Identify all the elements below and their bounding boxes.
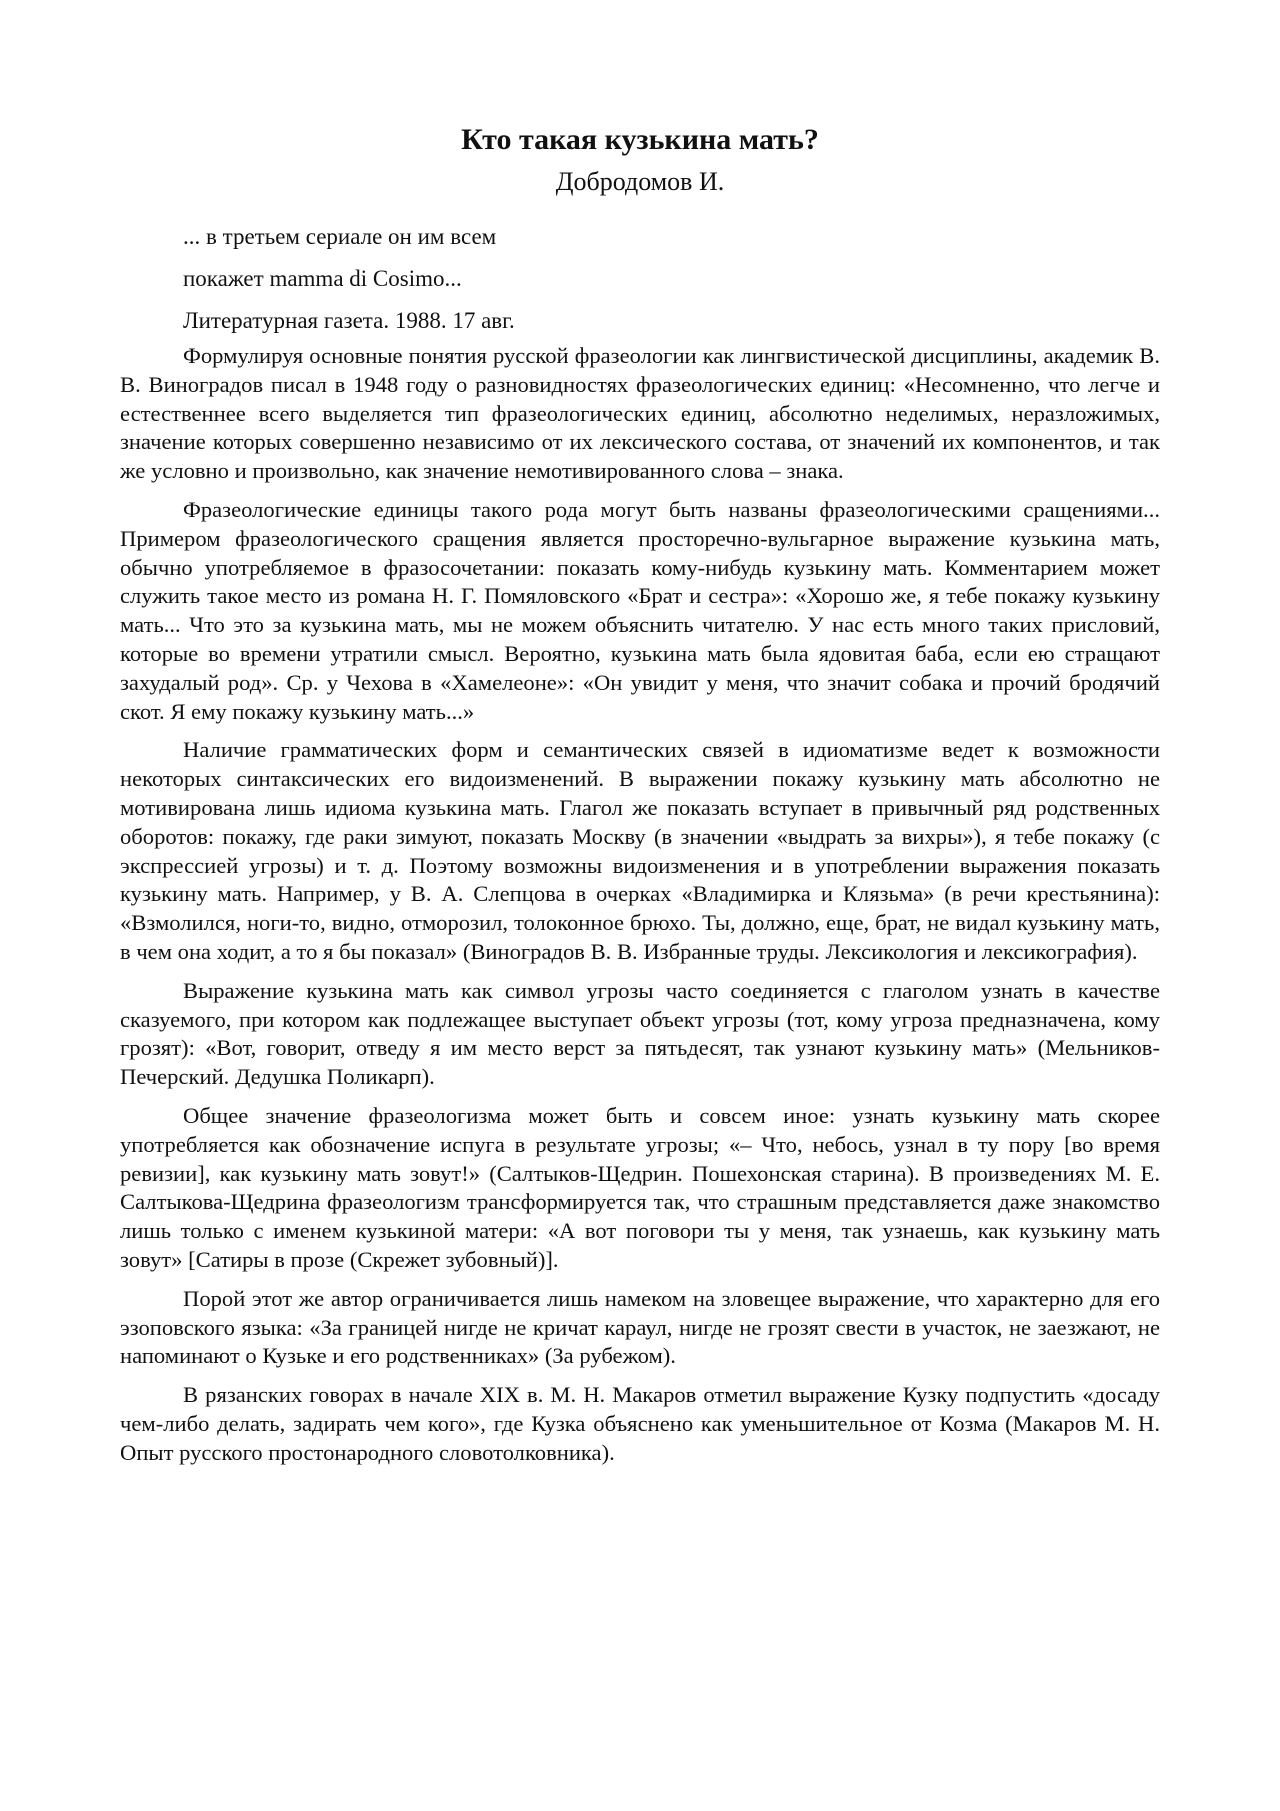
paragraph: Общее значение фразеологизма может быть и совсем иное: узнать кузькину мать скорее употребляется как обозначение испуга в результате угрозы; «– Что, небось, узнал в ту пору [во время ревизии], как кузькину мать зовут!» (Салтыков-Щедрин. Пошехонская старина). В произведениях М. Е. Салтыкова-Щедрина фразеологизм трансформируется так, что страшным представляется даже знакомство лишь только с именем кузькиной матери: «А вот поговори ты у меня, так узнаешь, как кузькину мать зовут» [Сатиры в прозе (Скрежет зубовный)].: [120, 1102, 1160, 1272]
document-page: [120, 118, 1160, 1477]
body-text: [120, 342, 1160, 1467]
paragraph: Выражение кузькина мать как символ угрозы часто соединяется с глаголом узнать в качестве сказуемого, при котором как подлежащее выступает объект угрозы (тот, кому угроза предназначена, кому грозят): «Вот, говорит, отведу я им место верст за пятьдесят, так узнают кузькину мать» (Мельников-Печерский. Дедушка Поликарп).: [120, 977, 1160, 1090]
epigraph-source: Литературная газета. 1988. 17 авг.: [183, 308, 515, 333]
paragraph: Наличие грамматических форм и семантических связей в идиоматизме ведет к возможности некоторых синтаксических его видоизменений. В выражении покажу кузькину мать абсолютно не мотивирована лишь идиома кузькина мать. Глагол же показать вступает в привычный ряд родственных оборотов: покажу, где раки зимуют, показать Москву (в значении «выдрать за вихры»), я тебе покажу (с экспрессией угрозы) и т. д. Поэтому возможны видоизменения и в употреблении выражения показать кузькину мать. Например, у В. А. Слепцова в очерках «Владимирка и Клязьма» (в речи крестьянина): «Взмолился, ноги-то, видно, отморозил, толоконное брюхо. Ты, должно, еще, брат, не видал кузькину мать, в чем она ходит, а то я бы показал» (Виноградов В. В. Избранные труды. Лексикология и лексикография).: [120, 737, 1160, 964]
epigraph-line: ... в третьем сериале он им всем: [183, 224, 497, 249]
document-title: Кто такая кузькина мать?: [461, 123, 819, 156]
paragraph: Формулируя основные понятия русской фразеологии как лингвистической дисциплины, академик В. В. Виноградов писал в 1948 году о разновидностях фразеологических единиц: «Несомненно, что легче и естественнее всего выделяется тип фразеологических единиц, абсолютно неделимых, неразложимых, значение которых совершенно независимо от их лексического состава, от значений их компонентов, и так же условно и произвольно, как значение немотивированного слова – знака.: [120, 343, 1160, 484]
paragraph: Порой этот же автор ограничивается лишь намеком на зловещее выражение, что характерно для его эзоповского языка: «За границей нигде не кричат караул, нигде не грозят свести в участок, не заезжают, не напоминают о Кузьке и его родственниках» (За рубежом).: [120, 1285, 1160, 1369]
epigraph-line: покажет mamma di Cosimo...: [183, 266, 462, 291]
document-author: Добродомов И.: [555, 167, 725, 196]
paragraph: Фразеологические единицы такого рода могут быть названы фразеологическими сращениями... Примером фразеологического сращения является просторечно-вульгарное выражение кузькина мать, обычно употребляемое в фразосочетании: показать кому-нибудь кузькину мать. Комментарием может служить такое место из романа Н. Г. Помяловского «Брат и сестра»: «Хорошо же, я тебе покажу кузькину мать... Что это за кузькина мать, мы не можем объяснить читателю. У нас есть много таких присловий, которые во времени утратили смысл. Вероятно, кузькина мать была ядовитая баба, если ею стращают захудалый род». Ср. у Чехова в «Хамелеоне»: «Он увидит у меня, что значит собака и прочий бродячий скот. Я ему покажу кузькину мать...»: [120, 496, 1160, 724]
paragraph: В рязанских говорах в начале XIX в. М. Н. Макаров отметил выражение Кузку подпустить «досаду чем-либо делать, задирать чем кого», где Кузка объяснено как уменьшительное от Козма (Макаров М. Н. Опыт русского простонародного словотолковника).: [120, 1382, 1160, 1465]
epigraph: [120, 216, 1160, 342]
